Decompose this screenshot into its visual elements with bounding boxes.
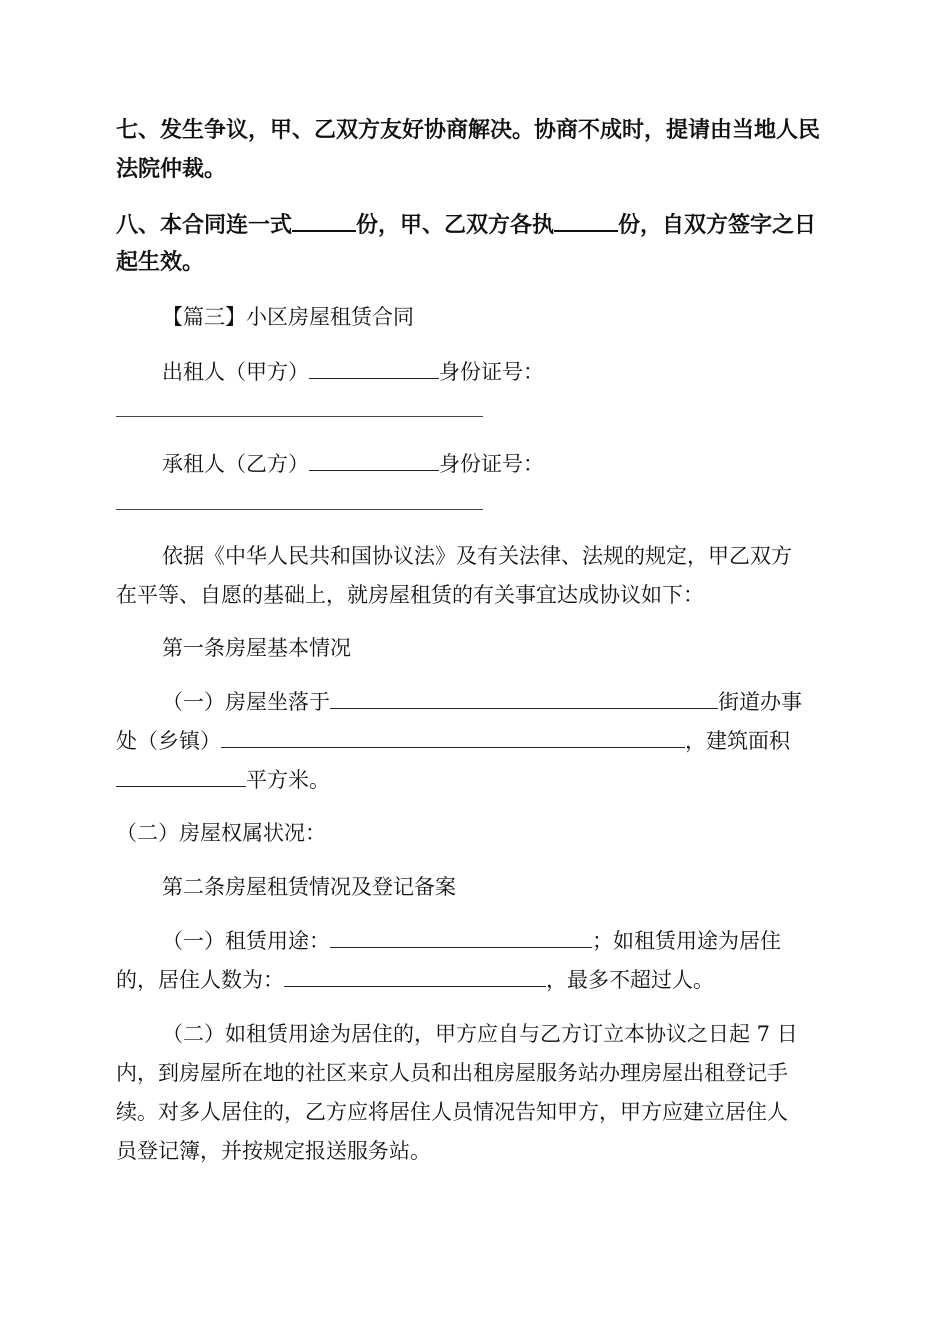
article1-item1-line3 (116, 766, 330, 794)
article2-item2-line3: 续。对多人居住的，乙方应将居住人员情况告知甲方，甲方应建立居住人 (116, 1100, 788, 1124)
article2-item1-line2 (116, 966, 714, 994)
township-label: 处（乡镇） (116, 729, 221, 753)
article1-item2: （二）房屋权属状况： (116, 821, 326, 845)
copies-each-blank (554, 210, 618, 232)
occupants-label: 的，居住人数为： (116, 968, 284, 992)
article1-item1-line1 (162, 688, 802, 716)
purpose-blank (330, 927, 592, 948)
section8-part3: 份，自双方签字之日 (618, 213, 817, 238)
floor-area-label: ，建筑面积 (685, 729, 790, 753)
section8-line1 (116, 210, 816, 240)
article1-title: 第一条房屋基本情况 (162, 636, 351, 660)
section7-line1: 七、发生争议，甲、乙双方友好协商解决。协商不成时，提请由当地人民 (116, 118, 821, 143)
section8-line2: 起生效。 (116, 250, 205, 275)
occupants-blank (284, 966, 546, 987)
purpose-label: （一）租赁用途： (162, 929, 330, 953)
article2-title: 第二条房屋租赁情况及登记备案 (162, 875, 456, 899)
lessor-id-blank (116, 416, 483, 417)
section7-line2: 法院仲裁。 (116, 157, 227, 182)
lessee-id-blank (116, 509, 483, 510)
article2-item1-line1 (162, 927, 781, 955)
lessee-name-blank (309, 450, 439, 471)
lessor-line (162, 358, 544, 386)
purpose-residence-text: ；如租赁用途为居住 (592, 929, 781, 953)
intro-line1: 依据《中华人民共和国协议法》及有关法律、法规的规定，甲乙双方 (162, 544, 792, 568)
lessor-name-blank (309, 358, 439, 379)
article2-item2-line4: 员登记簿，并按规定报送服务站。 (116, 1139, 431, 1163)
lessee-label: 承租人（乙方） (162, 452, 309, 476)
location-blank (330, 688, 718, 709)
lessee-line (162, 450, 544, 478)
lessor-id-label: 身份证号： (439, 360, 544, 384)
copies-total-blank (292, 210, 356, 232)
location-label: （一）房屋坐落于 (162, 690, 330, 714)
township-blank (221, 727, 685, 748)
street-office-label: 街道办事 (718, 690, 802, 714)
intro-line2: 在平等、自愿的基础上，就房屋租赁的有关事宜达成协议如下： (116, 583, 704, 607)
section8-part1: 八、本合同连一式 (116, 213, 293, 238)
area-blank (116, 766, 246, 787)
article2-item2-line2: 内，到房屋所在地的社区来京人员和出租房屋服务站办理房屋出租登记手 (116, 1061, 788, 1085)
max-occupants-text: ，最多不超过人。 (546, 968, 714, 992)
square-meters-label: 平方米。 (246, 768, 330, 792)
article1-item1-line2 (116, 727, 790, 755)
section8-part2: 份，甲、乙双方各执 (356, 213, 555, 238)
lessor-label: 出租人（甲方） (162, 360, 309, 384)
article2-item2-line1: （二）如租赁用途为居住的，甲方应自与乙方订立本协议之日起 7 日 (162, 1022, 798, 1046)
contract-heading: 【篇三】小区房屋租赁合同 (162, 305, 414, 329)
lessee-id-label: 身份证号： (439, 452, 544, 476)
